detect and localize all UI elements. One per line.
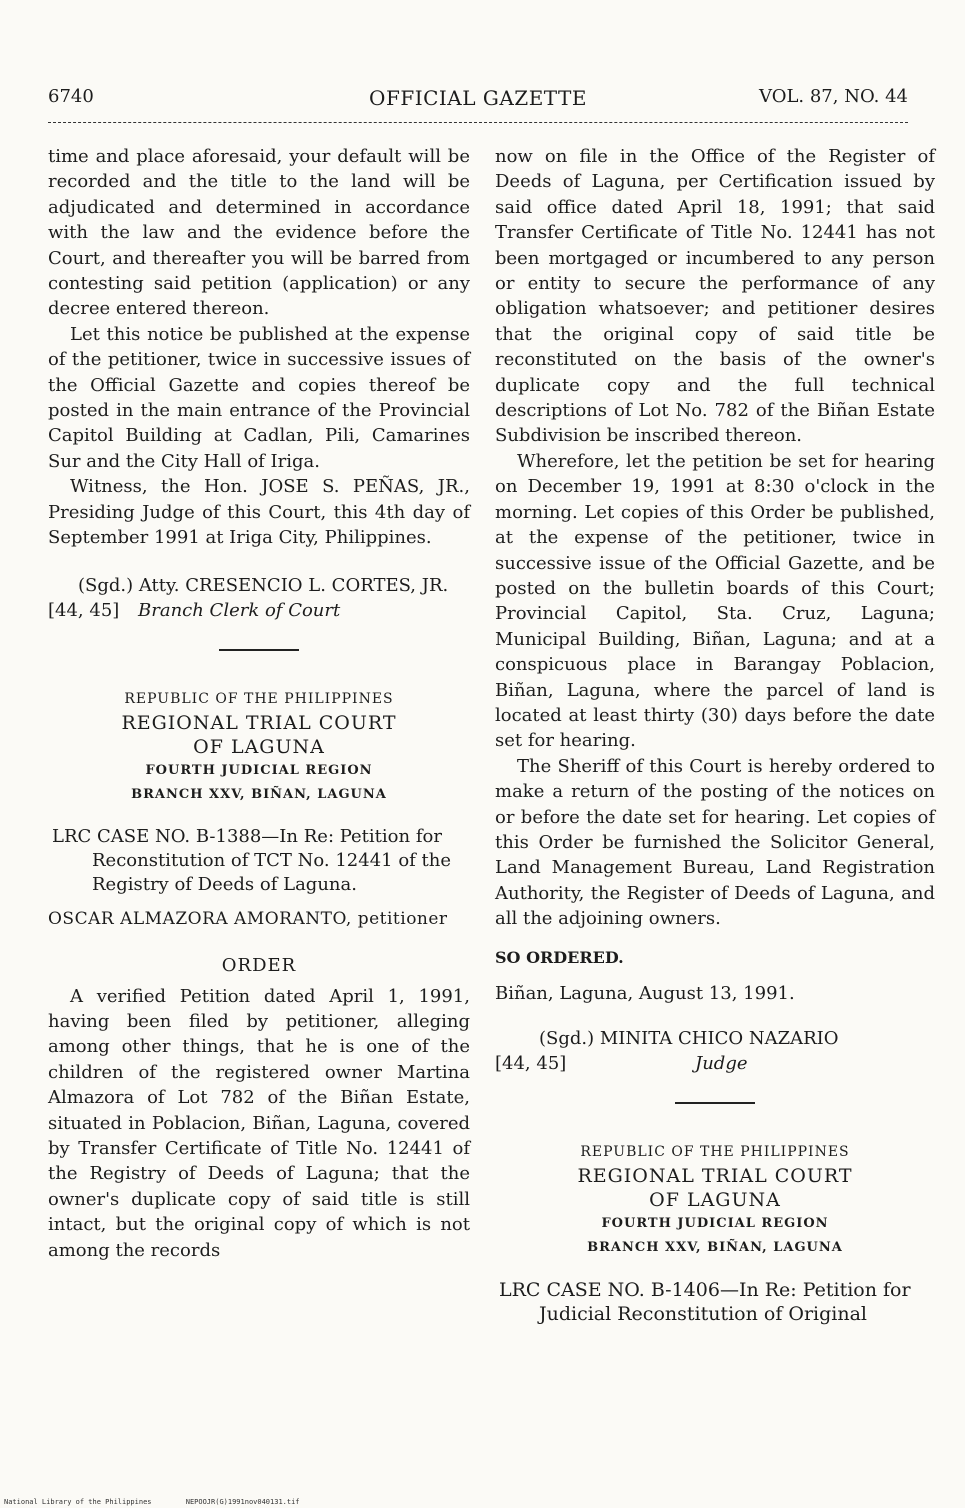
header-rule <box>48 122 908 123</box>
court-republic: REPUBLIC OF THE PHILIPPINES <box>580 1143 850 1160</box>
sheriff-paragraph: The Sheriff of this Court is hereby ordered to make a return of the posting of the notices on or before the date set for hearing. Let copies of this Order be furnished the Solicitor General, Land Management Bureau, Land Registration Authority, the Register of Deeds of Laguna, and all the adjoining owners. <box>495 755 935 930</box>
signature-block <box>48 573 470 623</box>
judge-title: Judge <box>695 1052 748 1074</box>
left-column <box>48 144 470 1263</box>
court-region: FOURTH JUDICIAL REGION <box>145 762 373 778</box>
publication-title: OFFICIAL GAZETTE <box>369 86 587 110</box>
case-title: LRC CASE NO. B-1388—In Re: Petition for Reconstitution of TCT No. 12441 of the Registry of Deeds of Laguna. <box>52 825 452 895</box>
page-number: 6740 <box>48 86 94 107</box>
issue-tag: [44, 45] <box>48 599 120 621</box>
publication-paragraph: Let this notice be published at the expense of the petitioner, twice in successive issues of the Official Gazette and copies thereof be posted in the main entrance of the Provincial Capitol Building at Cadlan, Pili, Camarines Sur and the City Hall of Iriga. <box>48 323 470 472</box>
so-ordered: SO ORDERED. <box>495 947 624 967</box>
right-column <box>495 144 935 1326</box>
section-divider <box>675 1102 755 1104</box>
court-branch: BRANCH XXV, BIÑAN, LAGUNA <box>587 1239 843 1255</box>
court-branch: BRANCH XXV, BIÑAN, LAGUNA <box>131 786 387 802</box>
volume-number: VOL. 87, NO. 44 <box>759 86 908 107</box>
hearing-paragraph: Wherefore, let the petition be set for hearing on December 19, 1991 at 8:30 o'clock in the morning. Let copies of this Order be published, at the expense of the petitioner, twice in successive issue of the Official Gazette, and be posted on the bulletin boards of this Court; Provincial Capitol, Sta. Cruz, Laguna; Municipal Building, Biñan, Laguna; and at a conspicuous place in Barangay Poblacion, Biñan, Laguna, where the parcel of land is located at least thirty (30) days before the date set for hearing. <box>495 450 935 752</box>
case-title-2: LRC CASE NO. B-1406—In Re: Petition for Judicial Reconstitution of Original <box>499 1278 911 1325</box>
library-name: National Library of the Philippines <box>4 1498 152 1506</box>
court-place: OF LAGUNA <box>649 1188 781 1211</box>
judge-signature-block <box>495 1026 935 1076</box>
witness-paragraph: Witness, the Hon. JOSE S. PEÑAS, JR., Presiding Judge of this Court, this 4th day of September 1991 at Iriga City, Philippines. <box>48 476 470 549</box>
court-region: FOURTH JUDICIAL REGION <box>601 1215 829 1231</box>
file-name: NEPOOJR(G)1991nov040131.tif <box>185 1498 300 1506</box>
section-divider <box>219 649 299 651</box>
court-heading-2 <box>495 1140 935 1260</box>
court-name: REGIONAL TRIAL COURT <box>121 711 397 734</box>
court-place: OF LAGUNA <box>193 735 325 758</box>
order-heading: ORDER <box>221 954 297 976</box>
signature-name: (Sgd.) Atty. CRESENCIO L. CORTES, JR. <box>78 574 449 596</box>
court-heading <box>48 687 470 807</box>
page-header <box>48 86 908 116</box>
court-republic: REPUBLIC OF THE PHILIPPINES <box>124 690 394 707</box>
judge-name: (Sgd.) MINITA CHICO NAZARIO <box>539 1027 839 1049</box>
scan-footer <box>4 1498 330 1506</box>
petitioner: OSCAR ALMAZORA AMORANTO, petitioner <box>48 908 448 929</box>
place-date: Biñan, Laguna, August 13, 1991. <box>495 982 795 1004</box>
issue-tag: [44, 45] <box>495 1052 567 1074</box>
court-name: REGIONAL TRIAL COURT <box>577 1164 853 1187</box>
order-continuation: now on file in the Office of the Register of Deeds of Laguna, per Certification issued by said office dated April 18, 1991; that said Transfer Certificate of Title No. 12441 has not been mortgaged or incumbered to any person or entity to secure the performance of any obligation whatsoever; and petitioner desires that the original copy of said title be reconstituted on the basis of the owner's duplicate copy and the full technical descriptions of Lot No. 782 of the Biñan Estate Subdivision be inscribed thereon. <box>495 146 935 447</box>
notice-paragraph: time and place aforesaid, your default will be recorded and the title to the land will be adjudicated and determined in accordance with the law and the evidence before the Court, and thereafter you will be barred from contesting said petition (application) or any decree entered thereon. <box>48 146 470 320</box>
signature-title: Branch Clerk of Court <box>138 599 341 621</box>
order-paragraph: A verified Petition dated April 1, 1991, having been filed by petitioner, alleging among other things, that he is one of the children of the registered owner Martina Almazora of Lot 782 of the Biñan Estate, situated in Poblacion, Biñan, Laguna, covered by Transfer Certificate of Title No. 12441 of the Registry of Deeds of Laguna; that the owner's duplicate copy of said title is still intact, but the original copy of which is not among the records <box>48 985 470 1261</box>
